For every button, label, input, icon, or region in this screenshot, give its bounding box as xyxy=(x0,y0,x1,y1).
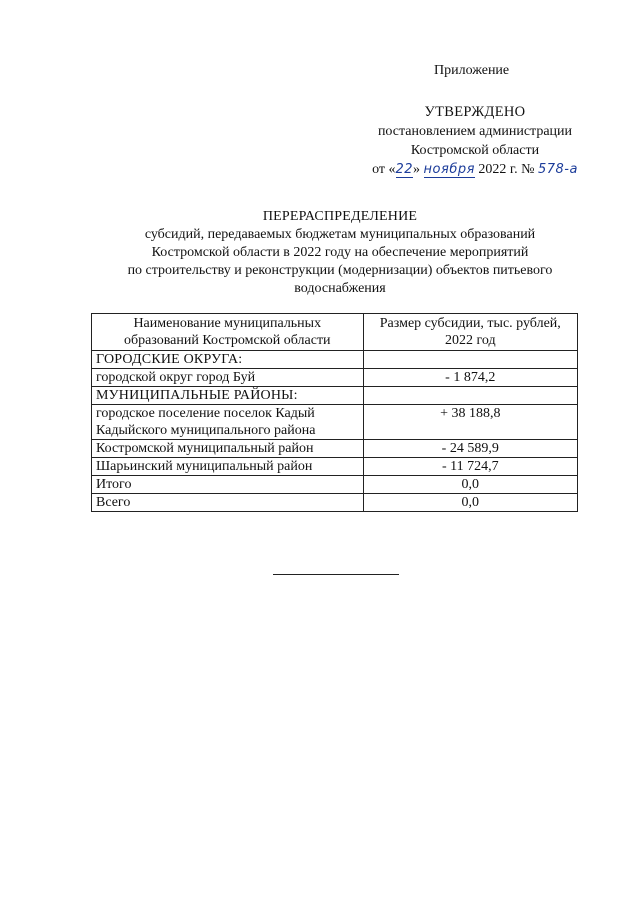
date-prefix: от « xyxy=(372,162,396,177)
row-name: Костромской муниципальный район xyxy=(92,440,364,458)
approval-line-1: постановлением администрации xyxy=(377,124,573,139)
row-name: городское поселение поселок Кадый Кадыйского муниципального района xyxy=(92,405,364,440)
approval-block xyxy=(340,103,610,179)
subsidy-table xyxy=(91,313,578,512)
title-heading: ПЕРЕРАСПРЕДЕЛЕНИЕ xyxy=(262,209,418,224)
table-row xyxy=(92,405,578,440)
table-row xyxy=(92,476,578,494)
table-row xyxy=(92,494,578,512)
row-value: - 1 874,2 xyxy=(363,369,577,387)
doc-number-handwritten: 578-а xyxy=(537,162,578,177)
table-row xyxy=(92,369,578,387)
date-mid: » xyxy=(413,162,421,177)
header-amount-line-1: Размер субсидии, тыс. рублей, xyxy=(379,316,561,331)
header-subsidy-amount xyxy=(363,314,577,351)
title-line-4: водоснабжения xyxy=(294,281,386,296)
table-row xyxy=(92,351,578,369)
row-name: городской округ город Буй xyxy=(92,369,364,387)
title-line-2: Костромской области в 2022 году на обеспечение мероприятий xyxy=(151,245,529,260)
title-line-1: субсидий, передаваемых бюджетам муниципальных образований xyxy=(144,227,536,242)
table-row xyxy=(92,387,578,405)
date-year: 2022 г. № xyxy=(478,162,535,177)
table-row xyxy=(92,440,578,458)
row-value xyxy=(363,387,577,405)
title-line-3: по строительству и реконструкции (модернизации) объектов питьевого xyxy=(127,263,553,278)
row-name: Шарьинский муниципальный район xyxy=(92,458,364,476)
end-divider xyxy=(273,574,399,575)
row-value: - 24 589,9 xyxy=(363,440,577,458)
row-name: МУНИЦИПАЛЬНЫЕ РАЙОНЫ: xyxy=(92,387,364,405)
header-municipality-line-1: Наименование муниципальных xyxy=(133,316,322,331)
row-value: 0,0 xyxy=(363,476,577,494)
date-month-handwritten: ноября xyxy=(423,162,475,177)
header-amount-line-2: 2022 год xyxy=(444,333,496,348)
row-name: Всего xyxy=(92,494,364,512)
header-municipality-line-2: образований Костромской области xyxy=(123,333,331,348)
row-name: Итого xyxy=(92,476,364,494)
date-day-handwritten: 22 xyxy=(395,162,414,177)
row-value: 0,0 xyxy=(363,494,577,512)
document-title xyxy=(80,208,600,298)
approval-line-2: Костромской области xyxy=(410,143,540,158)
row-value: + 38 188,8 xyxy=(363,405,577,440)
appendix-label: Приложение xyxy=(434,63,510,78)
table-row xyxy=(92,458,578,476)
row-name: ГОРОДСКИЕ ОКРУГА: xyxy=(92,351,364,369)
header-municipality xyxy=(92,314,364,351)
approval-date-line xyxy=(340,160,610,179)
table-header-row xyxy=(92,314,578,351)
row-value xyxy=(363,351,577,369)
row-value: - 11 724,7 xyxy=(363,458,577,476)
approved-heading: УТВЕРЖДЕНО xyxy=(424,104,526,120)
